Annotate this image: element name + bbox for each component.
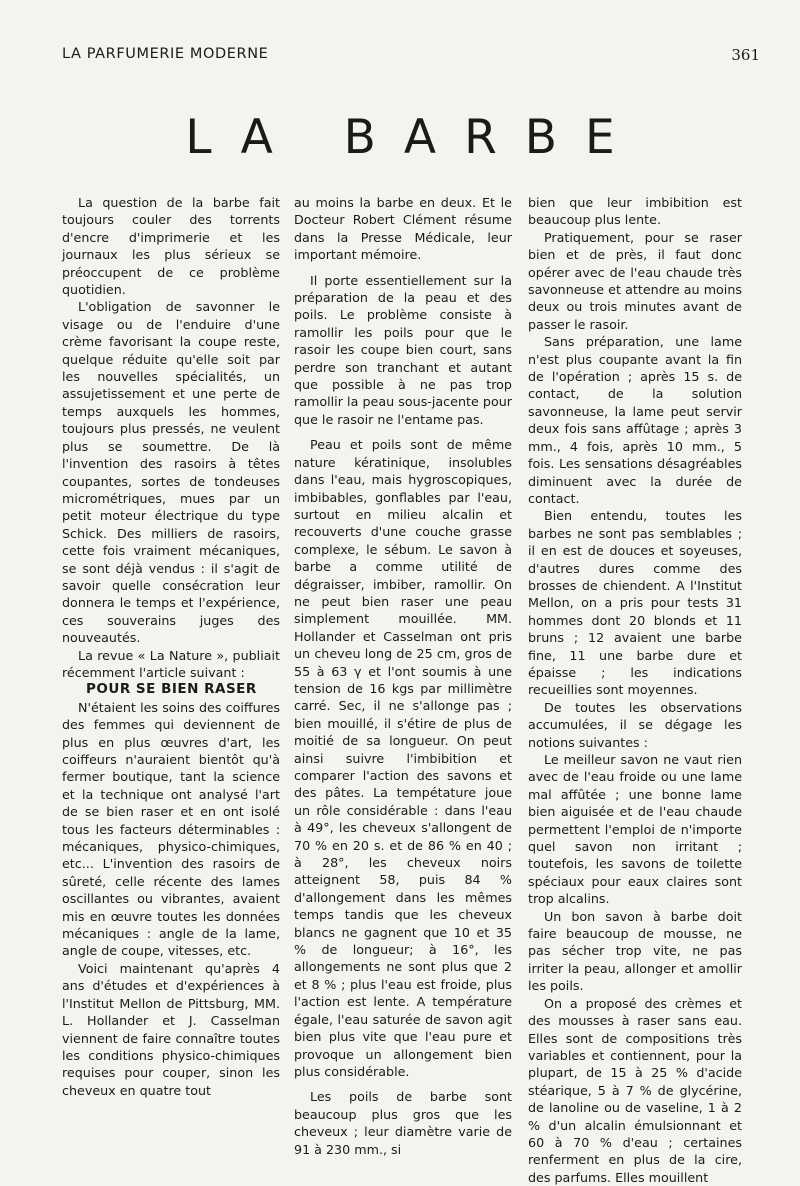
article-title: LA BARBE xyxy=(185,110,643,165)
column-2 xyxy=(294,194,512,1158)
paragraph: Les poils de barbe sont beaucoup plus gros que les cheveux ; leur diamètre varie de 91 à 230 mm., si xyxy=(294,1089,512,1157)
paragraph: La question de la barbe fait toujours couler des torrents d'encre d'imprimerie et les journaux les plus sérieux se préoccupent de ce problème quotidien. xyxy=(62,195,280,298)
column-3 xyxy=(528,194,742,1186)
column-1 xyxy=(62,194,280,1099)
paragraph: N'étaient les soins des coiffures des femmes qui deviennent de plus en plus œuvres d'art, les coiffeurs n'auraient bientôt qu'à fermer boutique, tant la science et la technique ont analysé l'art de se bien raser et en ont isolé tous les facteurs déterminables : mécaniques, physico-chimiques, etc... L'invention des rasoirs de sûreté, celle récente des lames oscillantes ou vibrantes, avaient mis en œuvre toutes les données mécaniques : angle de la lame, angle de coupe, vitesses, etc. xyxy=(62,699,280,959)
page-number: 361 xyxy=(731,46,760,64)
paragraph: L'obligation de savonner le visage ou de l'enduire d'une crème favorisant la coupe reste, quelque réduite qu'elle soit par les nouvelles spécialités, un assujetissement et une perte de temps auxquels les hommes, toujours plus pressés, ne veulent plus se soumettre. De là l'invention des rasoirs à têtes coupantes, sortes de tondeuses micrométriques, mues par un petit moteur électrique du type Schick. Des milliers de rasoirs, cette fois vraiment mécaniques, se sont déjà vendus : il s'agit de savoir quelle consécration leur donnera le temps et l'expérience, ces souverains juges des nouveautés. xyxy=(62,299,280,646)
paragraph: bien que leur imbibition est beaucoup plus lente. xyxy=(528,195,742,228)
paragraph: Bien entendu, toutes les barbes ne sont pas semblables ; il en est de douces et soyeuses, d'autres dures comme des brosses de chiendent. A l'Institut Mellon, on a pris pour tests 31 hommes dont 20 blonds et 11 bruns ; 12 avaient une barbe fine, 11 une barbe dure et épaisse ; les indications recueillies sont moyennes. xyxy=(528,508,742,698)
running-header xyxy=(62,46,760,66)
paragraph: Pratiquement, pour se raser bien et de près, il faut donc opérer avec de l'eau chaude très savonneuse et attendre au moins deux ou trois minutes avant de passer le rasoir. xyxy=(528,229,742,332)
section-subheading: POUR SE BIEN RASER xyxy=(86,681,257,698)
paragraph: Le meilleur savon ne vaut rien avec de l'eau froide ou une lame mal affûtée ; une bonne lame bien aiguisée et de l'eau chaude permettent l'emploi de n'importe quel savon non irritant ; toutefois, les savons de toilette spéciaux pour eaux claires sont trop alcalins. xyxy=(528,752,742,907)
paragraph: Peau et poils sont de même nature kératinique, insolubles dans l'eau, mais hygroscopiques, imbibables, gonflables par l'eau, surtout en milieu alcalin et recouverts d'une couche grasse complexe, le sébum. Le savon à barbe a comme utilité de dégraisser, imbiber, ramollir. On ne peut bien raser une peau simplement mouillée. MM. Hollander et Casselman ont pris un cheveu long de 25 cm, gros de 55 à 63 γ et l'ont soumis à une tension de 16 kgs par millimètre carré. Sec, il ne s'allonge pas ; bien mouillé, il s'étire de plus de moitié de sa longueur. On peut ainsi suivre l'imbibition et comparer l'action des savons et des pâtes. La tempétature joue un rôle considérable : dans l'eau à 49°, les cheveux s'allongent de 70 % en 20 s. et de 86 % en 40 ; à 28°, les cheveux noirs atteignent 58, puis 84 % d'allongement dans les mêmes temps tandis que les cheveux blancs ne gagnent que 10 et 35 % de longueur; à 16°, les allongements ne sont plus que 2 et 8 % ; plus l'eau est froide, plus l'action est lente. A température égale, l'eau saturée de savon agit bien plus vite que l'eau pure et provoque un allongement bien plus considérable. xyxy=(294,437,512,1079)
journal-title: LA PARFUMERIE MODERNE xyxy=(62,46,269,62)
paragraph: La revue « La Nature », publiait récemment l'article suivant : xyxy=(62,647,280,680)
paragraph: Voici maintenant qu'après 4 ans d'études et d'expériences à l'Institut Mellon de Pittsburg, MM. L. Hollander et J. Casselman viennent de faire connaître toutes les conditions physico-chimiques requises pour couper, sinon les cheveux en quatre tout xyxy=(62,960,280,1098)
paragraph: au moins la barbe en deux. Et le Docteur Robert Clément résume dans la Presse Médicale, leur important mémoire. xyxy=(294,195,512,263)
paragraph: Sans préparation, une lame n'est plus coupante avant la fin de l'opération ; après 15 s. de contact, de la solution savonneuse, la lame peut servir deux fois sans affûtage ; après 3 mm., 4 fois, après 10 mm., 5 fois. Les sensations désagréables diminuent avec la durée de contact. xyxy=(528,334,742,506)
paragraph: De toutes les observations accumulées, il se dégage les notions suivantes : xyxy=(528,699,742,750)
paragraph: Un bon savon à barbe doit faire beaucoup de mousse, ne pas sécher trop vite, ne pas irriter la peau, allonger et amollir les poils. xyxy=(528,908,742,994)
paragraph: On a proposé des crèmes et des mousses à raser sans eau. Elles sont de compositions très variables et contiennent, pour la plupart, de 15 à 25 % d'acide stéarique, 5 à 7 % de glycérine, de lanoline ou de vaseline, 1 à 2 % d'un alcalin émulsionnant et 60 à 70 % d'eau ; certaines renferment en plus de la cire, des parfums. Elles mouillent xyxy=(528,995,742,1185)
paragraph: Il porte essentiellement sur la préparation de la peau et des poils. Le problème consiste à ramollir les poils pour que le rasoir les coupe bien court, sans perdre son tranchant et autant que possible à ne pas trop ramollir la peau sous-jacente pour que le rasoir ne l'entame pas. xyxy=(294,272,512,427)
